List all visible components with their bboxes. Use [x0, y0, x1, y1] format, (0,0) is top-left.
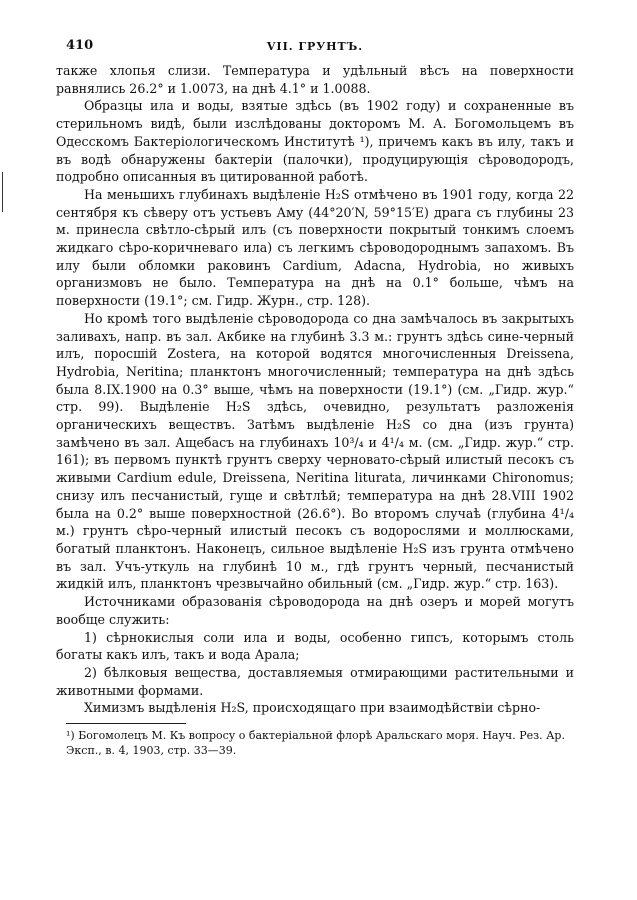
running-title: VII. ГРУНТЪ. — [266, 40, 364, 53]
page-body — [56, 62, 574, 717]
page — [56, 38, 574, 758]
list-item-2: 2) бѣлковыя вещества, доставляемыя отмирающими растительными и животными формами. — [56, 664, 574, 698]
paragraph-shallow-depths: На меньшихъ глубинахъ выдѣленіе H₂S отмѣчено въ 1901 году, когда 22 сентября къ сѣверу отъ устьевъ Аму (44°20′N, 59°15′E) драга съ глубины 23 м. принесла свѣтло-сѣрый илъ (съ поверхности покрытый тонкимъ слоемъ жидкаго сѣро-коричневаго ила) съ легкимъ сѣроводороднымъ запахомъ. Въ илу были обломки раковинъ Cardium, Adacna, Hydrobia, но живыхъ организмовъ не было. Температура на днѣ на 0.1° больше, чѣмъ на поверхности (19.1°; см. Гидр. Журн., стр. 128). — [56, 186, 574, 309]
footnote-divider — [66, 723, 186, 724]
paragraph-chemistry: Химизмъ выдѣленія H₂S, происходящаго при взаимодѣйствіи сѣрно- — [84, 700, 541, 716]
paragraph-continuation: также хлопья слизи. Температура и удѣльный вѣсъ на поверхности равнялись 26.2° и 1.0073, на днѣ 4.1° и 1.0088. — [56, 63, 574, 96]
paragraph-sources-intro: Источниками образованія сѣроводорода на днѣ озеръ и морей могутъ вообще служить: — [56, 594, 574, 627]
margin-bracket-mark — [2, 172, 9, 212]
page-header — [56, 38, 574, 62]
footnote: ¹) Богомолецъ М. Къ вопросу о бактеріальной флорѣ Аральскаго моря. Науч. Рез. Ар. Эксп., в. 4, 1903, стр. 33—39. — [66, 729, 565, 758]
paragraph-closed-bays: Но кромѣ того выдѣленіе сѣроводорода со дна замѣчалось въ закрытыхъ заливахъ, напр. въ зал. Акбике на глубинѣ 3.3 м.: грунтъ здѣсь сине-черный илъ, поросшій Zostera, на которой водятся многочисленныя Dreissena, Hydrobia, Neritina; планктонъ многочисленный; температура на днѣ здѣсь была 8.IX.1900 на 0.3° выше, чѣмъ на поверхности (19.1°) (см. „Гидр. жур.“ стр. 99). Выдѣленіе H₂S здѣсь, очевидно, результатъ разложенія органическихъ веществъ. Затѣмъ выдѣленіе H₂S со дна (изъ грунта) замѣчено въ зал. Ащебасъ на глубинахъ 10³/₄ и 4¹/₄ м. (см. „Гидр. жур.“ стр. 161); въ первомъ пунктѣ грунтъ сверху черновато-сѣрый илистый песокъ съ живыми Cardium edule, Dreissena, Neritina liturata, личинками Chironomus; снизу илъ песчанистый, гуще и свѣтлѣй; температура на днѣ 28.VIII 1902 была на 0.2° выше поверхностной (26.6°). Во второмъ случаѣ (глубина 4¹/₄ м.) грунтъ сѣро-черный илистый песокъ съ водорослями и моллюсками, богатый планктонъ. Наконецъ, сильное выдѣленіе H₂S изъ грунта отмѣчено въ зал. Учъ-уткуль на глубинѣ 10 м., гдѣ грунтъ черный, песчанистый жидкій илъ, планктонъ чрезвычайно обильный (см. „Гидр. жур.“ стр. 163). — [56, 310, 574, 592]
list-item-1: 1) сѣрнокислыя соли ила и воды, особенно гипсъ, которымъ столь богаты какъ илъ, такъ и вода Арала; — [56, 629, 574, 663]
paragraph-bacteria: Образцы ила и воды, взятые здѣсь (въ 1902 году) и сохраненные въ стерильномъ видѣ, были изслѣдованы докторомъ М. А. Богомольцемъ въ Одесскомъ Бактеріологическомъ Институтѣ ¹), причемъ какъ въ илу, такъ и въ водѣ обнаружены бактеріи (палочки), продуцирующія сѣроводородъ, подробно описанныя въ цитированной работѣ. — [56, 98, 574, 185]
page-number: 410 — [66, 38, 94, 53]
